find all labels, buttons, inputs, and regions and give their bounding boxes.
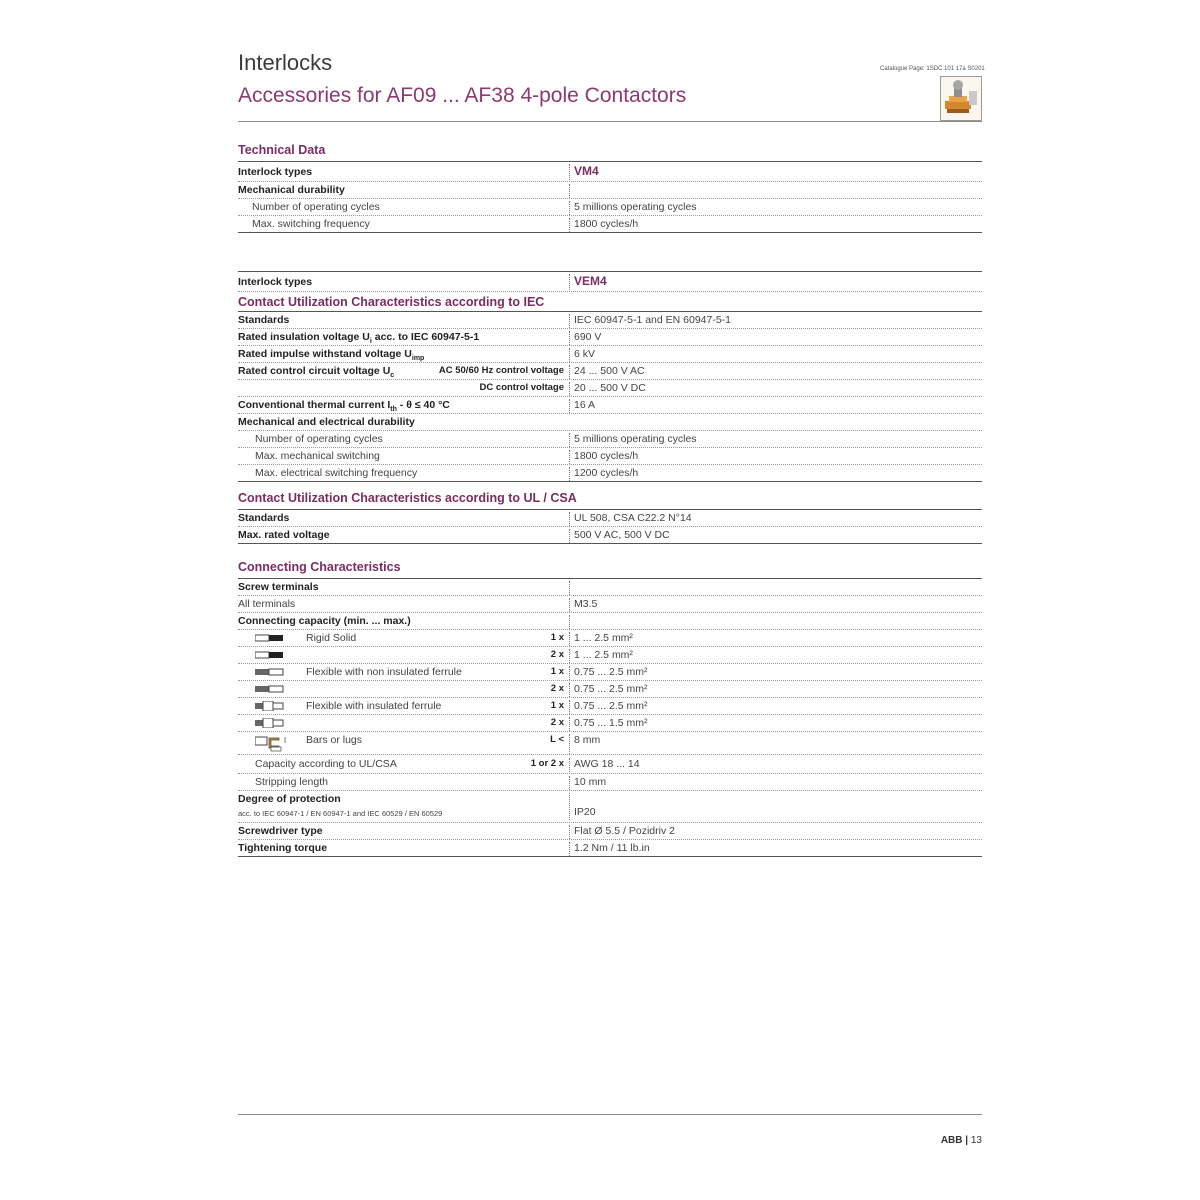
row-label: Rated control circuit voltage $U_c$: [238, 365, 395, 380]
table-row: [238, 613, 982, 630]
row-label: Number of operating cycles: [252, 201, 380, 213]
row-multiplier: 2 x: [550, 683, 564, 694]
technical-data-table: [238, 161, 982, 233]
row-multiplier: 2 x: [550, 649, 564, 660]
page-number: 13: [970, 1135, 982, 1146]
table-row: [238, 346, 982, 363]
footer-separator: |: [965, 1135, 969, 1146]
row-multiplier: 1 x: [550, 632, 564, 643]
row-value: [569, 615, 574, 629]
row-sublabel: acc. to IEC 60947-1 / EN 60947-1 and IEC 60529 / EN 60529: [238, 809, 443, 818]
table-row: [238, 578, 982, 596]
table-row: [238, 380, 982, 397]
row-multiplier: 1 or 2 x: [530, 758, 564, 769]
row-value: [569, 581, 574, 595]
table-row: [238, 312, 982, 329]
row-label: Standards: [238, 314, 290, 326]
row-label: Interlock types: [238, 276, 313, 288]
table-row: [238, 791, 982, 823]
row-value: 1800 cycles/h: [569, 450, 638, 464]
table-row: [238, 698, 982, 715]
row-label: Stripping length: [255, 776, 328, 788]
footer-divider: [238, 1114, 982, 1115]
table-row: [238, 732, 982, 755]
table-row: [238, 199, 982, 216]
brand-name: ABB: [940, 1135, 963, 1146]
row-multiplier: L <: [550, 734, 564, 745]
row-multiplier: 1 x: [550, 666, 564, 677]
row-value: UL 508, CSA C22.2 N°14: [569, 512, 692, 526]
section-title-technical-data: Technical Data: [238, 143, 326, 157]
table-row: [238, 630, 982, 647]
row-label: Bars or lugs: [306, 734, 363, 746]
row-label: Interlock types: [238, 166, 313, 178]
row-label: Conventional thermal current $I_{th} - \theta \le 40$ °C: [238, 399, 450, 414]
table-row: [238, 755, 982, 774]
table-row: [238, 397, 982, 414]
row-label: Degree of protection: [238, 793, 341, 805]
row-label: Tightening torque: [238, 842, 328, 854]
table-row: [238, 681, 982, 698]
row-label: Rated impulse withstand voltage $U_{imp}$: [238, 348, 425, 363]
non-insulated-ferrule-icon: [255, 667, 285, 680]
row-value: VM4: [569, 164, 599, 180]
row-label: Rigid Solid: [306, 632, 357, 644]
row-value: 5 millions operating cycles: [569, 201, 697, 215]
table-row: [238, 431, 982, 448]
row-value: 5 millions operating cycles: [569, 433, 697, 447]
row-value: [569, 184, 574, 198]
row-value: 0.75 ... 2.5 mm²: [569, 666, 648, 680]
table-row: [238, 840, 982, 857]
table-row: [238, 774, 982, 791]
row-label: Mechanical durability: [238, 184, 345, 196]
row-label: Max. mechanical switching: [255, 450, 380, 462]
table-row: [238, 182, 982, 199]
row-label: Screwdriver type: [238, 825, 323, 837]
page-subtitle: Accessories for AF09 ... AF38 4-pole Contactors: [238, 84, 687, 107]
rigid-solid-wire-icon: [255, 633, 285, 646]
row-label: Max. rated voltage: [238, 529, 330, 541]
row-label: Capacity according to UL/CSA: [255, 758, 397, 770]
row-value: IP20: [569, 793, 596, 820]
table-row: [238, 161, 982, 182]
row-value: M3.5: [569, 598, 597, 612]
page-footer: [941, 1135, 982, 1146]
row-value: IEC 60947-5-1 and EN 60947-5-1: [569, 314, 731, 328]
row-value: 6 kV: [569, 348, 595, 362]
table-row: [238, 329, 982, 346]
row-value: 16 A: [569, 399, 595, 413]
row-value: Flat Ø 5.5 / Pozidriv 2: [569, 825, 675, 839]
row-value: 0.75 ... 2.5 mm²: [569, 683, 648, 697]
row-label: Mechanical and electrical durability: [238, 416, 415, 428]
table-row: [238, 363, 982, 380]
row-qualifier: DC control voltage: [479, 382, 564, 393]
row-value: 20 ... 500 V DC: [569, 382, 646, 396]
row-multiplier: 2 x: [550, 717, 564, 728]
table-row: [238, 292, 982, 312]
row-value: 1 ... 2.5 mm²: [569, 649, 633, 663]
table-row: [238, 527, 982, 544]
row-label: Number of operating cycles: [255, 433, 383, 445]
row-qualifier: AC 50/60 Hz control voltage: [438, 365, 564, 376]
row-value: VEM4: [569, 274, 607, 290]
table-row: [238, 596, 982, 613]
row-value: 1.2 Nm / 11 lb.in: [569, 842, 650, 856]
row-value: 1800 cycles/h: [569, 218, 638, 232]
catalogue-reference: Catalogue Page: 1SDC 101 17a S0201: [880, 66, 985, 72]
row-value: 0.75 ... 2.5 mm²: [569, 700, 648, 714]
row-value: 500 V AC, 500 V DC: [569, 529, 670, 543]
page-title: Interlocks: [238, 50, 333, 75]
row-value: 1200 cycles/h: [569, 467, 638, 481]
table-row: [238, 271, 982, 292]
insulated-ferrule-icon: [255, 701, 285, 714]
product-thumbnail-image: [940, 76, 982, 121]
row-label: Max. switching frequency: [252, 218, 370, 230]
row-label: Standards: [238, 512, 290, 524]
table-row: [238, 509, 982, 527]
row-multiplier: 1 x: [550, 700, 564, 711]
non-insulated-ferrule-icon: [255, 684, 285, 697]
table-row: [238, 414, 982, 431]
ul-csa-table: [238, 509, 982, 544]
row-label: Flexible with insulated ferrule: [306, 700, 442, 712]
bar-lug-icon: [255, 734, 295, 755]
section-title-iec: Contact Utilization Characteristics according to IEC: [238, 295, 545, 309]
table-row: [238, 216, 982, 233]
table-row: [238, 715, 982, 732]
insulated-ferrule-icon: [255, 718, 285, 731]
row-label: Max. electrical switching frequency: [255, 467, 418, 479]
row-label: Connecting capacity (min. ... max.): [238, 615, 411, 627]
rigid-solid-wire-icon: [255, 650, 285, 663]
table-row: [238, 823, 982, 840]
row-value: 690 V: [569, 331, 601, 345]
row-value: 8 mm: [569, 734, 600, 754]
row-value: AWG 18 ... 14: [569, 758, 640, 772]
table-row: [238, 465, 982, 482]
section-title-ul-csa: Contact Utilization Characteristics according to UL / CSA: [238, 491, 577, 505]
row-label: Rated insulation voltage $U_i$ acc. to IEC 60947-5-1: [238, 331, 480, 346]
vem4-iec-table: [238, 271, 982, 482]
row-label: Flexible with non insulated ferrule: [306, 666, 462, 678]
row-label: Screw terminals: [238, 581, 319, 593]
connecting-table: [238, 578, 982, 857]
table-row: [238, 647, 982, 664]
row-value: 24 ... 500 V AC: [569, 365, 645, 379]
row-label: All terminals: [238, 598, 296, 610]
table-row: [238, 664, 982, 681]
table-row: [238, 448, 982, 465]
section-title-connecting: Connecting Characteristics: [238, 560, 401, 574]
row-value: 0.75 ... 1.5 mm²: [569, 717, 648, 731]
row-value: 1 ... 2.5 mm²: [569, 632, 633, 646]
row-value: 10 mm: [569, 776, 606, 790]
header-divider: [238, 121, 982, 122]
